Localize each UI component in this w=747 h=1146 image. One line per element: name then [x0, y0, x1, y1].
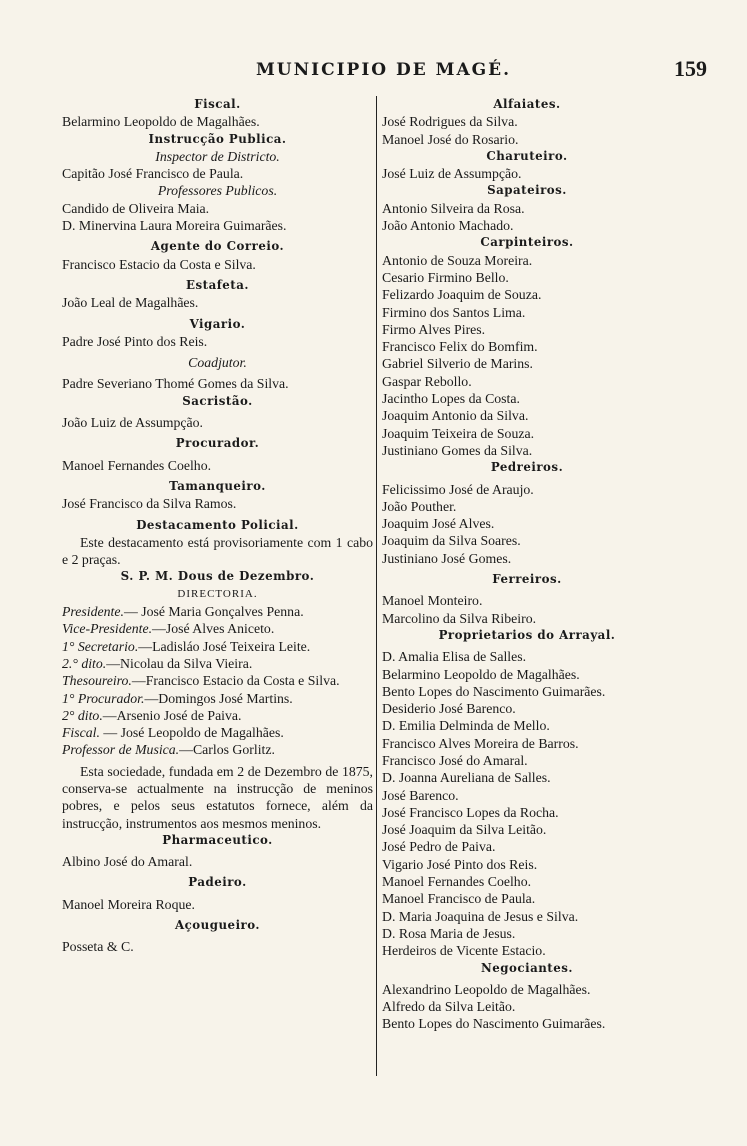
entry: Padre Severiano Thomé Gomes da Silva. — [62, 376, 289, 392]
member-name: —José Alves Aniceto. — [152, 621, 275, 637]
entry: Herdeiros de Vicente Estacio. — [382, 943, 546, 959]
entry: Marcolino da Silva Ribeiro. — [382, 610, 537, 626]
entry: D. Emilia Delminda de Mello. — [382, 718, 550, 734]
member-role: Fiscal. — [62, 725, 100, 741]
right-column — [382, 96, 672, 1033]
section-heading: Pharmaceutico. — [162, 832, 273, 847]
entry: Cesario Firmino Bello. — [382, 269, 509, 285]
running-title: MUNICIPIO DE MAGÉ. — [255, 60, 512, 80]
member-line — [62, 603, 373, 620]
entry: Francisco José do Amaral. — [382, 752, 528, 768]
subheading: Inspector de Districto. — [155, 148, 280, 164]
member-name: — José Maria Gonçalves Penna. — [123, 604, 304, 620]
entry: João Antonio Machado. — [382, 218, 514, 234]
left-column — [62, 96, 373, 956]
entry: D. Joanna Aureliana de Salles. — [382, 770, 551, 786]
page-number: 159 — [674, 56, 707, 81]
section-heading: Vigario. — [189, 316, 246, 331]
section-heading: Fiscal. — [194, 97, 241, 111]
entry: Antonio de Souza Moreira. — [382, 252, 533, 268]
entry: Justiniano José Gomes. — [382, 550, 512, 566]
member-role: Professor de Musica. — [62, 742, 180, 758]
member-name: —Nicolau da Silva Vieira. — [106, 655, 253, 671]
entry: José Francisco Lopes da Rocha. — [382, 804, 559, 820]
entry: Justiniano Gomes da Silva. — [382, 442, 533, 458]
entry: Manoel José do Rosario. — [382, 131, 519, 147]
entry: D. Rosa Maria de Jesus. — [382, 925, 516, 941]
entry: Padre José Pinto dos Reis. — [62, 333, 208, 349]
section-heading: Destacamento Policial. — [136, 517, 299, 532]
subheading: Professores Publicos. — [157, 183, 278, 199]
section-heading: Alfaiates. — [493, 97, 561, 111]
entry: Francisco Alves Moreira de Barros. — [382, 735, 579, 751]
entry: Manoel Moreira Roque. — [62, 896, 195, 912]
subheading: Coadjutor. — [188, 355, 247, 371]
entry: José Joaquim da Silva Leitão. — [382, 822, 547, 838]
member-line — [62, 672, 373, 689]
entry: Bento Lopes do Nascimento Guimarães. — [382, 1016, 606, 1032]
entry: Manoel Francisco de Paula. — [382, 891, 536, 907]
entry: D. Maria Joaquina de Jesus e Silva. — [382, 908, 579, 924]
section-heading: Padeiro. — [188, 875, 247, 890]
section-heading: Açougueiro. — [174, 918, 261, 933]
entry: Francisco Estacio da Costa e Silva. — [62, 256, 256, 272]
entry: Belarmino Leopoldo de Magalhães. — [62, 114, 260, 130]
entry: Gabriel Silverio de Marins. — [382, 356, 533, 372]
section-heading: Charuteiro. — [486, 148, 568, 163]
entry: Joaquim Teixeira de Souza. — [382, 425, 535, 441]
section-heading: Proprietarios do Arrayal. — [438, 627, 616, 642]
entry: José Francisco da Silva Ramos. — [62, 496, 237, 512]
member-name: —Arsenio José de Paiva. — [102, 707, 242, 723]
member-role: 2° dito. — [62, 707, 103, 723]
entry: Joaquim José Alves. — [382, 516, 495, 532]
section-heading: Estafeta. — [185, 277, 249, 292]
entry: Capitão José Francisco de Paula. — [62, 166, 244, 182]
member-role: 1° Secretario. — [62, 638, 139, 654]
member-line — [62, 690, 373, 707]
entry: Belarmino Leopoldo de Magalhães. — [382, 666, 580, 682]
entry: Gaspar Rebollo. — [382, 373, 472, 389]
entry: Francisco Felix do Bomfim. — [382, 339, 538, 355]
entry: Manoel Fernandes Coelho. — [62, 457, 212, 473]
entry: D. Amalia Elisa de Salles. — [382, 649, 527, 665]
member-line — [62, 741, 373, 758]
entry: Alfredo da Silva Leitão. — [382, 999, 516, 1015]
section-heading: S. P. M. Dous de Dezembro. — [120, 569, 315, 584]
member-line — [62, 707, 373, 724]
member-line — [62, 724, 373, 741]
section-heading: Sapateiros. — [487, 183, 567, 198]
entry: Joaquim da Silva Soares. — [382, 533, 521, 549]
page-header — [60, 56, 707, 90]
column-divider — [376, 96, 377, 1076]
entry: Bento Lopes do Nascimento Guimarães. — [382, 683, 606, 699]
entry: Antonio Silveira da Rosa. — [382, 200, 525, 216]
member-name: — José Leopoldo de Magalhães. — [99, 725, 284, 741]
entry: Firmino dos Santos Lima. — [382, 304, 526, 320]
member-line — [62, 655, 373, 672]
entry: José Rodrigues da Silva. — [382, 114, 518, 130]
section-heading: Sacristão. — [182, 393, 253, 408]
member-name: —Carlos Gorlitz. — [179, 742, 275, 758]
member-name: —Francisco Estacio da Costa e Silva. — [131, 673, 340, 689]
section-heading: Procurador. — [175, 436, 260, 451]
entry: José Barenco. — [382, 787, 459, 803]
member-role: Thesoureiro. — [62, 673, 132, 689]
entry: Manoel Monteiro. — [382, 593, 483, 609]
subheading: DIRECTORIA. — [177, 587, 258, 600]
entry: Posseta & C. — [62, 939, 134, 955]
member-role: 1° Procurador. — [62, 690, 145, 706]
paragraph: Esta sociedade, fundada em 2 de Dezembro de 1875, conserva-se actualmente na instrucção de meninos pobres, e pelos seus estatutos fornece, além da instrucção, instrumentos aos mesmos meninos. — [62, 763, 373, 831]
member-line — [62, 638, 373, 655]
entry: José Pedro de Paiva. — [382, 839, 496, 855]
entry: Manoel Fernandes Coelho. — [382, 874, 532, 890]
section-heading: Pedreiros. — [490, 460, 564, 475]
member-role: Presidente. — [62, 604, 124, 620]
entry: Desiderio José Barenco. — [382, 701, 516, 717]
member-name: —Domingos José Martins. — [144, 690, 293, 706]
section-heading: Instrucção Publica. — [148, 131, 287, 146]
member-role: Vice-Presidente. — [62, 621, 153, 637]
entry: D. Minervina Laura Moreira Guimarães. — [62, 218, 287, 234]
member-name: —Ladisláo José Teixeira Leite. — [138, 638, 311, 654]
entry: José Luiz de Assumpção. — [382, 166, 522, 182]
entry: João Pouther. — [382, 498, 457, 514]
entry: João Luiz de Assumpção. — [62, 415, 204, 431]
entry: Firmo Alves Pires. — [382, 321, 486, 337]
entry: Vigario José Pinto dos Reis. — [382, 856, 538, 872]
entry: Candido de Oliveira Maia. — [62, 200, 210, 216]
member-line — [62, 620, 373, 637]
entry: Felicissimo José de Araujo. — [382, 481, 534, 497]
paragraph: Este destacamento está provisoriamente com 1 cabo e 2 praças. — [62, 534, 373, 568]
entry: João Leal de Magalhães. — [62, 295, 199, 311]
section-heading: Agente do Correio. — [150, 239, 285, 254]
section-heading: Negociantes. — [481, 960, 573, 975]
section-heading: Carpinteiros. — [480, 235, 574, 250]
entry: Alexandrino Leopoldo de Magalhães. — [382, 981, 591, 997]
entry: Jacintho Lopes da Costa. — [382, 391, 520, 407]
member-role: 2.° dito. — [62, 655, 107, 671]
section-heading: Tamanqueiro. — [169, 478, 266, 493]
entry: Felizardo Joaquim de Souza. — [382, 287, 542, 303]
entry: Joaquim Antonio da Silva. — [382, 408, 529, 424]
entry: Albino José do Amaral. — [62, 854, 193, 870]
section-heading: Ferreiros. — [492, 572, 562, 587]
